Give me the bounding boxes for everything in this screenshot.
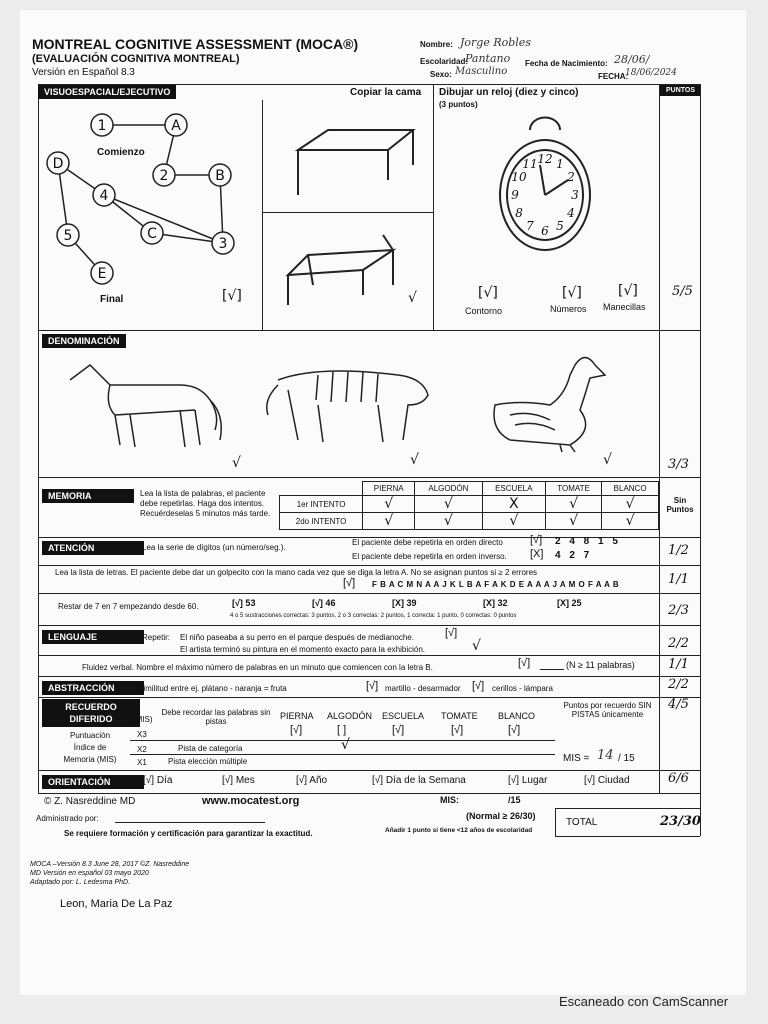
- recall-x3-mark: [√]: [451, 724, 464, 736]
- recall-word: PIERNA: [280, 711, 314, 721]
- add-point-note: Añadir 1 punto si tiene <12 años de escolaridad: [385, 827, 533, 834]
- multiple-choice-cue: Pista elección múltiple: [168, 757, 248, 766]
- orientation-item: [√] Día de la Semana: [372, 775, 466, 786]
- clock-number: 6: [541, 224, 549, 238]
- mis-score-total: / 15: [618, 753, 635, 764]
- orientation-item: [√] Mes: [222, 775, 255, 786]
- memory-trial2-row: [280, 513, 659, 530]
- numeros-label: Números: [550, 304, 587, 314]
- trail-node-label: E: [97, 266, 107, 282]
- language-score-1: 2/2: [668, 636, 689, 651]
- naming-score: 3/3: [668, 457, 689, 472]
- form-version: Versión en Español 8.3: [32, 67, 135, 78]
- memory-table: [279, 481, 659, 530]
- sep-footer: [38, 793, 700, 794]
- sep-letters: [38, 565, 700, 566]
- trail-check: [√]: [222, 288, 242, 304]
- contorno-label: Contorno: [465, 306, 503, 316]
- sep-naming: [38, 330, 700, 331]
- clock-number: 1: [556, 156, 564, 171]
- abstraction-mark-1: [√]: [366, 680, 379, 692]
- mis-index-3: Memoria (MIS): [63, 755, 117, 764]
- trail-node-label: D: [52, 156, 64, 172]
- total-box-bottom: [555, 836, 700, 837]
- clock-number: 9: [511, 188, 519, 202]
- repeat-label: Repetir:: [142, 633, 171, 642]
- x3-label: X3: [137, 730, 147, 739]
- clock-number: 2: [567, 170, 575, 184]
- abstraction-mark-2: [√]: [472, 680, 485, 692]
- recall-word: BLANCO: [498, 711, 536, 721]
- signature-name: Leon, Maria De La Paz: [60, 898, 173, 910]
- sep-abstraction: [38, 676, 700, 677]
- duck-drawing: [480, 350, 610, 455]
- mem-word: PIERNA: [363, 482, 415, 496]
- sep-language: [38, 625, 700, 626]
- sentence-2-mark: √: [472, 638, 481, 654]
- numeros-check: [√]: [562, 285, 582, 301]
- letters-mark: [√]: [343, 577, 356, 589]
- serial-item: [X] 25: [557, 598, 582, 608]
- website: www.mocatest.org: [202, 795, 300, 807]
- x2-label: X2: [137, 745, 147, 754]
- trial1-mark: √: [363, 496, 415, 513]
- trial1-mark: √: [545, 496, 601, 513]
- language-score-2: 1/1: [668, 657, 689, 672]
- recall-score: 4/5: [668, 697, 689, 712]
- draw-clock-label: Dibujar un reloj (diez y cinco): [439, 87, 579, 98]
- sentence-2: El artista terminó su pintura en el momento exacto para la exhibición.: [180, 645, 426, 654]
- bed-check: √: [408, 290, 417, 306]
- credits: [30, 860, 189, 887]
- form-subtitle: (EVALUACIÓN COGNITIVA MONTREAL): [32, 53, 240, 65]
- inverse-mark: [X]: [530, 548, 544, 560]
- recall-bar: [42, 699, 140, 727]
- recall-x2-mark: √: [341, 737, 350, 753]
- fluency-blank: [540, 669, 564, 670]
- fluency-criterion: (N ≥ 11 palabras): [566, 660, 635, 670]
- form-title: MONTREAL COGNITIVE ASSESSMENT (MOCA®): [32, 36, 359, 52]
- trial1-mark: √: [602, 496, 659, 513]
- clock-number: 11: [522, 156, 538, 171]
- recall-x3-mark: [√]: [508, 724, 521, 736]
- abstraction-item-2: cerillos - lámpara: [492, 684, 553, 693]
- abstraction-score: 2/2: [668, 677, 689, 692]
- language-bar: LENGUAJE: [42, 630, 144, 644]
- contorno-check: [√]: [478, 285, 498, 301]
- sentence-1-mark: [√]: [445, 627, 458, 639]
- orientation-item: [√] Día: [143, 775, 173, 786]
- mem-word: TOMATE: [545, 482, 601, 496]
- memory-trial1-row: [280, 496, 659, 513]
- memory-header-row: [280, 482, 659, 496]
- credits-line-2: MD Versión en español 03 mayo 2020: [30, 870, 149, 877]
- duck-check: √: [603, 452, 612, 468]
- draw-clock-points: (3 puntos): [439, 100, 478, 109]
- dob-value: 28/06/: [614, 53, 650, 66]
- trial1-mark: √: [415, 496, 482, 513]
- direct-label: El paciente debe repetirla en orden directo: [352, 538, 503, 547]
- naming-bar: DENOMINACIÓN: [42, 334, 126, 348]
- comienzo-label: Comienzo: [97, 147, 145, 158]
- recall-row-line-2: [130, 754, 555, 755]
- normal-range: (Normal ≥ 26/30): [466, 811, 536, 821]
- trail-node-label: 3: [218, 236, 228, 252]
- serial-item: [X] 39: [392, 598, 417, 608]
- recall-x3-mark: [√]: [290, 724, 303, 736]
- name-label: Nombre:: [420, 40, 453, 49]
- scanner-watermark: Escaneado con CamScanner: [559, 994, 729, 1009]
- trial2-mark: √: [482, 513, 545, 530]
- orientation-item: [√] Año: [296, 775, 328, 786]
- sep-recall: [38, 697, 700, 698]
- sep-memory: [38, 477, 700, 478]
- attention-bar: ATENCIÓN: [42, 541, 144, 555]
- name-value: Jorge Robles: [460, 36, 531, 49]
- mis-index-label: [50, 730, 130, 766]
- attention-score-1: 1/2: [668, 543, 689, 558]
- letters-sequence: F B A C M N A A J K L B A F A K D E A A A J A M O F A A B: [372, 580, 620, 589]
- clock-drawing: [490, 110, 600, 275]
- date-label: FECHA:: [598, 72, 629, 81]
- inverse-digits: 4 2 7: [555, 550, 593, 561]
- mis-index-2: Índice de: [73, 743, 107, 752]
- attention-score-2: 1/1: [668, 572, 689, 587]
- clock-number: 5: [556, 219, 564, 234]
- inverse-label: El paciente debe repetirla en orden inverso.: [352, 552, 507, 561]
- fluency-instructions: Fluidez verbal. Nombre el máximo número de palabras en un minuto que comiencen con la letra B.: [82, 663, 433, 672]
- serial-scoring: 4 o 5 sustracciones correctas: 3 puntos, 2 o 3 correctas: 2 puntos, 1 correcta: 1 punto, 0 correctas: 0 puntos: [230, 613, 517, 619]
- memory-instructions: Lea la lista de palabras, el paciente debe repetirlas. Haga dos intentos. Recuérdeselas 5 minutos más tarde.: [140, 489, 271, 518]
- serial-item: [√] 53: [232, 598, 256, 608]
- clock-number: 10: [511, 170, 527, 184]
- visuo-bar: VISUOESPACIAL/EJECUTIVO: [38, 85, 176, 99]
- trail-node-label: B: [215, 168, 225, 184]
- clock-number: 12: [537, 152, 553, 166]
- direct-mark: [√]: [530, 534, 543, 546]
- digits-instructions: Lea la serie de dígitos (un número/seg.).: [142, 543, 286, 552]
- puntos-header: PUNTOS: [660, 85, 700, 96]
- abstraction-item-1: martillo - desarmador: [385, 684, 461, 693]
- orientation-item: [√] Lugar: [508, 775, 548, 786]
- recall-points-note: Puntos por recuerdo SIN PISTAS únicamente: [563, 701, 652, 719]
- fluency-mark: [√]: [518, 657, 531, 669]
- abstraction-bar: ABSTRACCIÓN: [42, 681, 144, 695]
- visuo-score: 5/5: [672, 284, 693, 299]
- clock-number: 7: [526, 219, 534, 234]
- x1-label: X1: [137, 758, 147, 767]
- sep-fluency: [38, 655, 700, 656]
- recall-x3-mark: [√]: [392, 724, 405, 736]
- frame-right: [700, 84, 701, 836]
- total-value: 23/30: [660, 814, 701, 829]
- mem-word: BLANCO: [602, 482, 659, 496]
- sin-puntos: Sin Puntos: [666, 496, 694, 514]
- trail-node-label: 4: [99, 188, 109, 204]
- mis-index-1: Puntuación: [69, 731, 111, 740]
- recall-x3-mark: [ ]: [337, 724, 347, 736]
- letters-instructions: Lea la lista de letras. El paciente debe dar un golpecito con la mano cada vez que se diga la letra A. No se asignan puntos si ≥ 2 errores: [55, 568, 538, 577]
- recall-bar-1: RECUERDO: [65, 702, 117, 712]
- manecillas-check: [√]: [618, 283, 638, 299]
- recall-word: ESCUELA: [382, 711, 425, 721]
- frame-left: [38, 84, 39, 794]
- clock-number: 3: [571, 188, 579, 202]
- orientation-score: 6/6: [668, 771, 689, 786]
- recall-instructions: Debe recordar las palabras sin pistas: [161, 708, 271, 726]
- trail-line: [104, 195, 223, 243]
- trail-node-label: 5: [63, 228, 73, 244]
- trail-node-label: 2: [159, 168, 169, 184]
- credits-line-3: Adaptado por: L. Ledesma PhD.: [30, 879, 131, 886]
- mem-word: ALGODÓN: [415, 482, 482, 496]
- trail-node-label: 1: [97, 118, 107, 134]
- mis-footer-total: /15: [508, 795, 521, 805]
- serial-item: [X] 32: [483, 598, 508, 608]
- abstraction-text: Similitud entre ej. plátano - naranja = fruta: [138, 684, 287, 693]
- total-box-top: [555, 808, 700, 809]
- horse-drawing: [60, 355, 230, 455]
- administered-line: [115, 822, 265, 823]
- direct-digits: 2 4 8 1 5: [555, 536, 621, 547]
- attention-score-3: 2/3: [668, 603, 689, 618]
- tiger-drawing: [258, 360, 438, 450]
- bed-drawings: [268, 110, 428, 325]
- trial2-mark: √: [602, 513, 659, 530]
- total-box-left: [555, 808, 556, 836]
- memory-bar: MEMORIA: [42, 489, 134, 503]
- serial-instructions: Restar de 7 en 7 empezando desde 60.: [58, 602, 199, 611]
- visuo-divider-1: [262, 100, 263, 330]
- copyright: © Z. Nasreddine MD: [44, 796, 136, 807]
- trail-node-label: C: [147, 226, 157, 242]
- recall-bar-2: DIFERIDO: [69, 714, 113, 724]
- trial2-mark: √: [545, 513, 601, 530]
- recall-word: ALGODÓN: [327, 711, 373, 721]
- orientation-item: [√] Ciudad: [584, 775, 630, 786]
- visuo-divider-2: [433, 84, 434, 330]
- administered-by: Administrado por:: [36, 814, 99, 823]
- sep-serial: [38, 593, 700, 594]
- recall-word: TOMATE: [441, 711, 478, 721]
- trial2-label: 2do INTENTO: [280, 513, 363, 530]
- trial2-mark: √: [363, 513, 415, 530]
- credits-line-1: MOCA –Versión 8.3 June 28, 2017 ©Z. Nasreddine: [30, 861, 190, 868]
- trial1-label: 1er INTENTO: [280, 496, 363, 513]
- sep-orientation: [38, 770, 700, 771]
- orientation-bar: ORIENTACIÓN: [42, 775, 144, 789]
- trial2-mark: √: [415, 513, 482, 530]
- clock-number: 8: [515, 206, 523, 220]
- school-value: Pantano: [465, 52, 511, 65]
- sex-label: Sexo:: [430, 70, 452, 79]
- mem-word: ESCUELA: [482, 482, 545, 496]
- final-label: Final: [100, 294, 124, 305]
- category-cue: Pista de categoría: [178, 744, 243, 753]
- date-value: 18/06/2024: [625, 68, 677, 78]
- training-note: Se requiere formación y certificación para garantizar la exactitud.: [64, 829, 313, 838]
- score-column-divider: [659, 84, 660, 794]
- clock-number: 4: [567, 206, 575, 220]
- school-label: Escolaridad:: [420, 57, 469, 66]
- mis-label: (MIS): [133, 715, 153, 724]
- total-label: TOTAL: [566, 817, 598, 828]
- horse-check: √: [232, 455, 241, 471]
- mis-footer-label: MIS:: [440, 795, 459, 805]
- dob-label: Fecha de Nacimiento:: [525, 59, 608, 68]
- copy-cube-label: Copiar la cama: [350, 87, 422, 98]
- trail-node-label: A: [171, 118, 181, 134]
- sex-value: Masculino: [455, 66, 508, 77]
- mis-score-value: 14: [597, 748, 614, 763]
- serial-item: [√] 46: [312, 598, 336, 608]
- mis-score-label: MIS =: [563, 753, 590, 764]
- trial1-mark: X: [482, 496, 545, 513]
- tiger-check: √: [410, 452, 419, 468]
- manecillas-label: Manecillas: [603, 302, 646, 312]
- sentence-1: El niño paseaba a su perro en el parque después de medianoche.: [180, 633, 414, 642]
